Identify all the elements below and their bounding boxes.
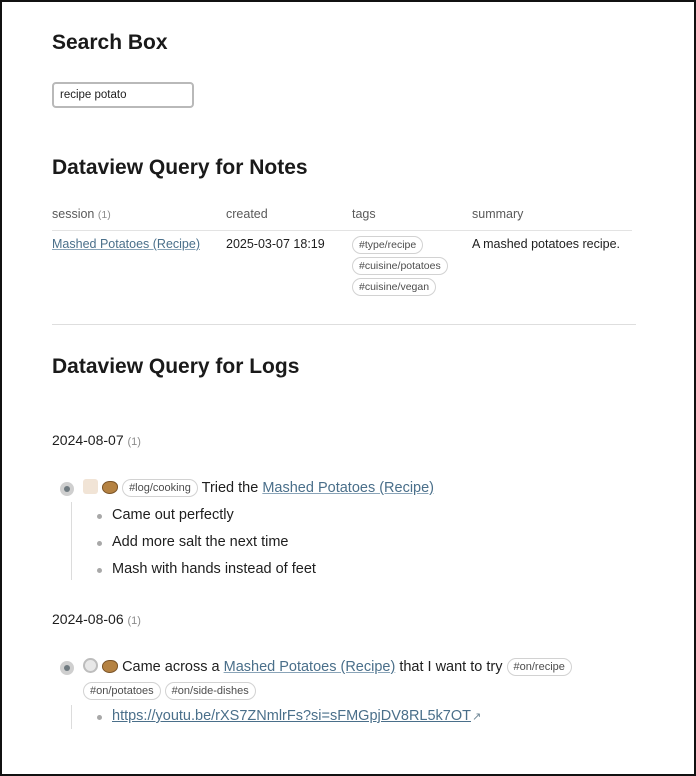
external-link-icon: ↗ (472, 711, 482, 723)
column-header-created[interactable]: created (226, 207, 268, 221)
search-heading: Search Box (52, 31, 168, 54)
external-link[interactable]: https://youtu.be/rXS7ZNmlrFs?si=sFMGpjDV8RL5k7OT (112, 708, 471, 724)
session-header-label: session (52, 207, 95, 221)
potato-emoji-icon (102, 660, 118, 673)
table-header-divider (52, 230, 632, 231)
list-item: Came out perfectly (112, 507, 234, 523)
tag-on-potatoes[interactable]: #on/potatoes (83, 682, 161, 700)
table-row (52, 237, 200, 251)
log-date: 2024-08-06 (52, 611, 124, 627)
logs-query-heading: Dataview Query for Logs (52, 355, 300, 378)
indent-guide (71, 502, 72, 580)
tag-on-side-dishes[interactable]: #on/side-dishes (165, 682, 256, 700)
entry-text: Came across a (122, 659, 220, 675)
collapse-bullet-icon[interactable] (60, 482, 74, 496)
tag-cuisine-vegan[interactable]: #cuisine/vegan (352, 278, 436, 296)
log-entry (83, 658, 572, 676)
list-item: Mash with hands instead of feet (112, 561, 316, 577)
notes-query-heading: Dataview Query for Notes (52, 156, 308, 179)
tags-cell (352, 236, 448, 299)
list-bullet (97, 514, 102, 519)
session-count: (1) (97, 209, 111, 221)
session-link[interactable]: Mashed Potatoes (Recipe) (52, 237, 200, 251)
indent-guide (71, 705, 72, 729)
log-date-heading (52, 611, 141, 627)
list-bullet (97, 715, 102, 720)
column-header-tags[interactable]: tags (352, 207, 376, 221)
log-entry-wrap (83, 682, 256, 700)
column-header-session[interactable] (52, 207, 111, 221)
summary-cell: A mashed potatoes recipe. (472, 237, 621, 251)
list-item: Add more salt the next time (112, 534, 289, 550)
entry-text-after: that I want to try (399, 659, 503, 675)
log-date: 2024-08-07 (52, 432, 124, 448)
list-bullet (97, 541, 102, 546)
collapse-bullet-icon[interactable] (60, 661, 74, 675)
list-bullet (97, 568, 102, 573)
tag-log-cooking[interactable]: #log/cooking (122, 479, 198, 497)
log-entry (83, 479, 434, 497)
section-divider (52, 324, 636, 325)
log-date-heading (52, 432, 141, 448)
log-count: (1) (127, 615, 141, 627)
search-input[interactable] (52, 82, 194, 108)
tag-cuisine-potatoes[interactable]: #cuisine/potatoes (352, 257, 448, 275)
entry-text: Tried the (201, 480, 259, 496)
chef-emoji-icon (83, 479, 98, 494)
potato-emoji-icon (102, 481, 118, 494)
column-header-summary[interactable]: summary (472, 207, 524, 221)
created-cell: 2025-03-07 18:19 (226, 237, 325, 251)
entry-link[interactable]: Mashed Potatoes (Recipe) (262, 480, 435, 496)
list-item (112, 708, 481, 724)
entry-link[interactable]: Mashed Potatoes (Recipe) (223, 659, 396, 675)
tag-on-recipe[interactable]: #on/recipe (507, 658, 572, 676)
plate-emoji-icon (83, 658, 98, 673)
tag-type-recipe[interactable]: #type/recipe (352, 236, 423, 254)
log-count: (1) (127, 436, 141, 448)
